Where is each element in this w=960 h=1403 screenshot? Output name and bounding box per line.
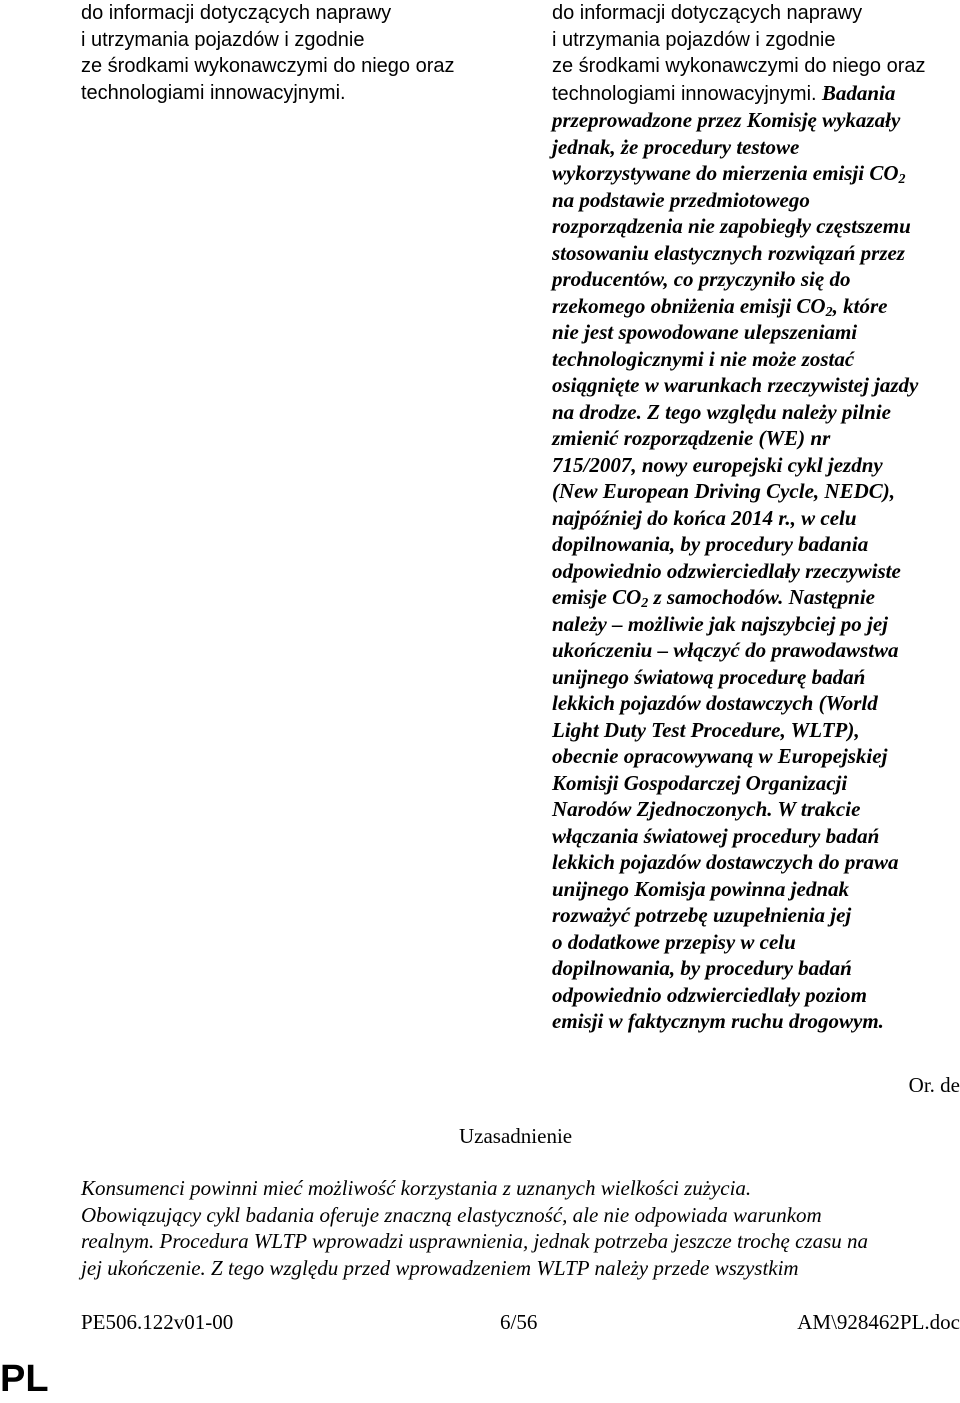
amended-line: zmienić rozporządzenie (WE) nr [552,426,831,450]
amended-line: należy – możliwie jak najszybciej po jej [552,611,888,636]
language-code: PL [0,1358,49,1400]
left-column-text [81,0,501,106]
amended-line: obecnie opracowywaną w Europejskiej [552,744,888,768]
amended-line: lekkich pojazdów dostawczych (World [552,691,878,715]
amended-line: na podstawie przedmiotowego [552,187,810,212]
amended-line: jednak, że procedury testowe [552,134,800,159]
right-line-plain-part: technologiami innowacyjnymi. [552,82,817,105]
amended-line: najpóźniej do końca 2014 r., w celu [552,505,857,530]
amended-line: na drodze. Z tego względu należy pilnie [552,399,891,424]
amended-line: włączania światowej procedury badań [552,823,880,848]
right-line: do informacji dotyczących naprawy [552,2,863,24]
amended-line: odpowiednio odzwierciedlały poziom [552,982,867,1007]
original-language-label: Or. de [908,1073,960,1097]
amended-line: odpowiednio odzwierciedlały rzeczywiste [552,558,901,583]
justification-text [81,1175,960,1281]
amended-line-suffix: z samochodów. Następnie [648,585,875,609]
subscript-2: 2 [825,304,833,320]
amended-line: dopilnowania, by procedury badań [552,956,852,980]
amended-line: przeprowadzone przez Komisję wykazały [552,108,901,132]
amended-line: unijnego Komisja powinna jednak [552,876,849,901]
amended-line: Light Duty Test Procedure, WLTP), [552,717,860,742]
amended-line: (New European Driving Cycle, NEDC), [552,479,895,503]
amended-line: rozważyć potrzebę uzupełnienia jej [552,903,852,927]
amended-line: osiągnięte w warunkach rzeczywistej jazdy [552,373,919,397]
amended-line-suffix: , które [832,293,888,318]
justification-line: Obowiązujący cykl badania oferuje znaczną elastyczność, ale nie odpowiada warunkom [81,1202,822,1227]
left-line: technologiami innowacyjnymi. [81,81,346,104]
subscript-2: 2 [641,596,649,611]
right-line: i utrzymania pojazdów i zgodnie [552,28,836,51]
amended-line: producentów, co przyczyniło się do [552,267,851,291]
amended-line [552,293,960,320]
left-line: ze środkami wykonawczymi do niego oraz [81,55,455,77]
footer-page-number: 6/56 [500,1310,538,1334]
right-column-text [552,0,960,1035]
amended-line: nie jest spowodowane ulepszeniami [552,320,858,344]
amended-line [552,160,960,187]
amended-line: technologicznymi i nie może zostać [552,346,855,371]
amended-line-text: rzekomego obniżenia emisji CO [552,293,826,318]
justification-line: jej ukończenie. Z tego względu przed wprowadzeniem WLTP należy przede wszystkim [81,1255,799,1280]
footer-doc-reference: PE506.122v01-00 [81,1310,234,1334]
amended-line-text: wykorzystywane do mierzenia emisji CO [552,161,899,185]
amended-line: lekkich pojazdów dostawczych do prawa [552,850,899,874]
amended-line: Narodów Zjednoczonych. W trakcie [552,797,861,821]
right-line-amended-part: Badania [816,80,896,105]
right-line-mixed [552,80,960,108]
amended-line: ukończeniu – włączyć do prawodawstwa [552,638,899,662]
footer-file-reference: AM\928462PL.doc [797,1310,960,1334]
amended-line: emisji w faktycznym ruchu drogowym. [552,1009,884,1033]
justification-line: Konsumenci powinni mieć możliwość korzystania z uznanych wielkości zużycia. [81,1176,752,1200]
amended-line: rozporządzenia nie zapobiegły częstszemu [552,214,911,238]
amended-line: stosowaniu elastycznych rozwiązań przez [552,240,905,265]
amended-line: unijnego światową procedurę badań [552,664,866,689]
justification-heading: Uzasadnienie [459,1124,573,1148]
amended-line: Komisji Gospodarczej Organizacji [552,770,848,795]
amended-line: dopilnowania, by procedury badania [552,532,869,556]
amended-line [552,584,960,611]
right-line: ze środkami wykonawczymi do niego oraz [552,55,926,77]
justification-line: realnym. Procedura WLTP wprowadzi usprawnienia, jednak potrzeba jeszcze trochę czasu na [81,1229,869,1253]
amended-line-text: emisje CO [552,585,642,609]
amended-line: 715/2007, nowy europejski cykl jezdny [552,452,883,477]
amended-line: o dodatkowe przepisy w celu [552,929,796,954]
left-line: do informacji dotyczących naprawy [81,2,392,24]
subscript-2: 2 [898,172,906,187]
left-line: i utrzymania pojazdów i zgodnie [81,28,365,51]
